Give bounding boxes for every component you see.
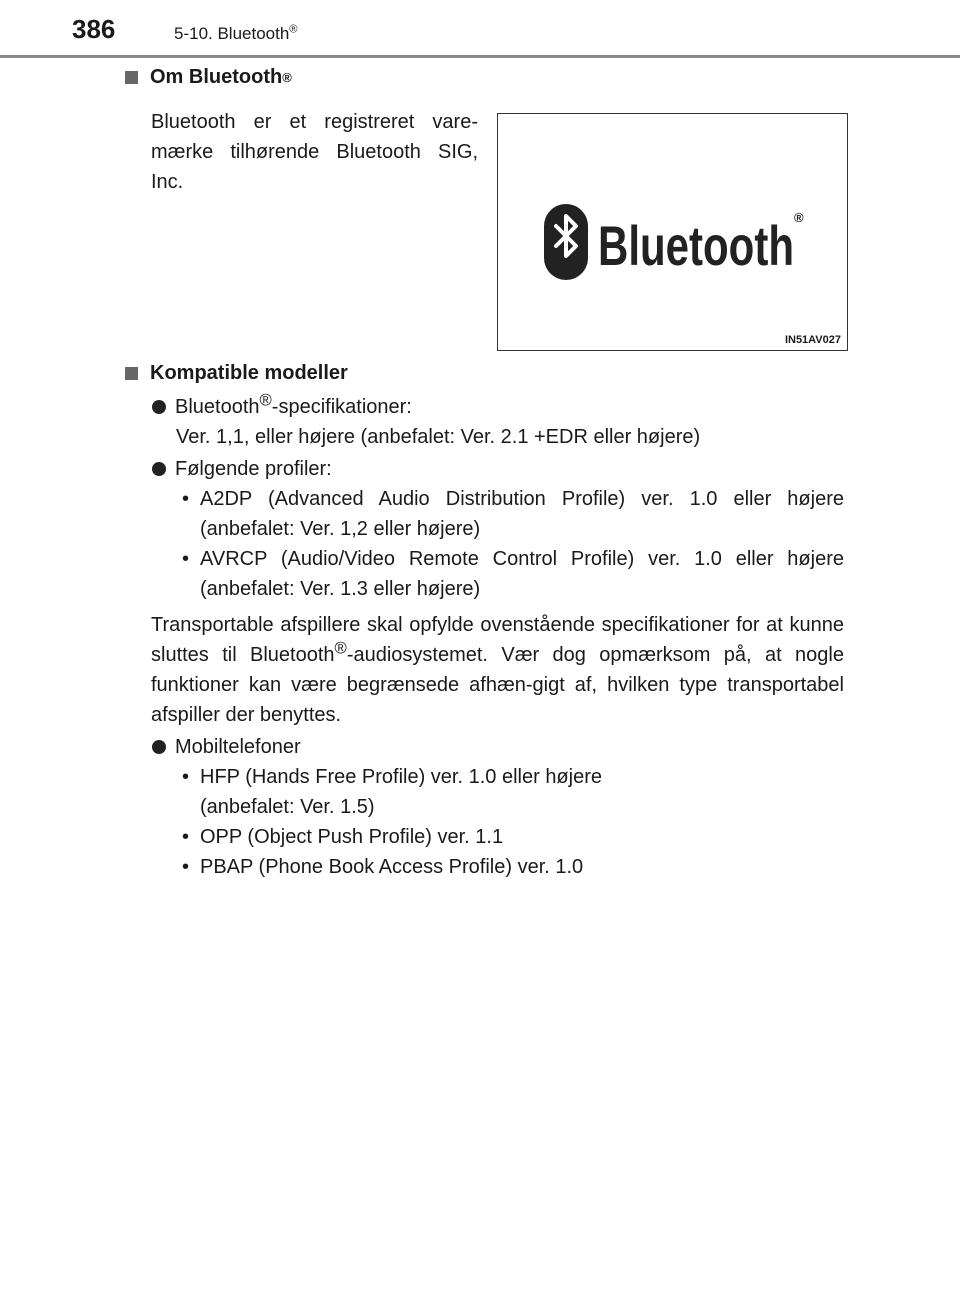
phone-item-hfp-text: HFP (Hands Free Profile) ver. 1.0 eller højere [200, 766, 603, 788]
heading-om-bluetooth-text: Om Bluetooth [150, 66, 283, 88]
bluetooth-logo-reg: ® [794, 210, 804, 225]
bullet-specs [151, 392, 412, 422]
heading-kompatible [125, 362, 348, 385]
bullet-phones-text: Mobiltelefoner [175, 736, 301, 758]
section-title-text: 5-10. Bluetooth [174, 24, 290, 43]
header-rule [0, 55, 960, 58]
bullet-profiles [151, 454, 332, 484]
phone-item-hfp-note [182, 792, 375, 822]
bluetooth-logo-text: Bluetooth [598, 214, 794, 277]
dot-bullet: • [182, 826, 190, 848]
square-bullet-icon [125, 367, 138, 380]
bullet-specs-a: Bluetooth [175, 396, 260, 418]
bullet-specs-text [175, 392, 412, 422]
dot-bullet: • [182, 548, 190, 570]
round-bullet-icon [152, 400, 166, 414]
page-number: 386 [72, 14, 116, 44]
page-header [0, 0, 960, 60]
phone-item-opp [182, 822, 503, 852]
portable-players-a: Transportable afspillere skal opfylde ovenstående specifikationer for at kunne sluttes til Bluetooth [151, 614, 844, 666]
square-bullet-icon [125, 71, 138, 84]
phone-item-pbap [182, 852, 583, 882]
portable-players-text [151, 610, 844, 730]
round-bullet-icon [152, 740, 166, 754]
phone-item-hfp [182, 762, 602, 792]
heading-om-bluetooth: Om Bluetooth ® [125, 66, 292, 89]
dot-bullet: • [182, 488, 190, 510]
profile-item-avrcp-text: AVRCP (Audio/Video Remote Control Profile) ver. 1.0 eller højere (anbefalet: Ver. 1.3 eller højere) [200, 548, 844, 600]
section-title-reg: ® [289, 23, 298, 36]
profile-item-a2dp [182, 484, 844, 544]
heading-kompatible-text: Kompatible modeller [150, 362, 348, 384]
phone-item-pbap-text: PBAP (Phone Book Access Profile) ver. 1.0 [200, 856, 584, 878]
figure-code: IN51AV027 [784, 334, 841, 346]
dot-bullet: • [182, 856, 190, 878]
bluetooth-logo-figure [497, 113, 848, 351]
profile-item-a2dp-text: A2DP (Advanced Audio Distribution Profile) ver. 1.0 eller højere (anbefalet: Ver. 1,2 eller højere) [200, 488, 844, 540]
bullet-phones [151, 732, 301, 762]
profile-item-avrcp [182, 544, 844, 604]
phone-item-opp-text: OPP (Object Push Profile) ver. 1.1 [200, 826, 504, 848]
dot-bullet: • [182, 766, 190, 788]
bullet-specs-b: -specifikationer: [271, 396, 412, 418]
om-bluetooth-text: Bluetooth er et registreret vare-mærke tilhørende Bluetooth SIG, Inc. [151, 111, 478, 193]
portable-players-b: -audiosystemet. Vær dog opmærksom på, at nogle funktioner kan være begrænsede afhæn-gigt af, hvilken type transportabel afspiller der benyttes. [151, 644, 844, 726]
bullet-specs-detail: Ver. 1,1, eller højere (anbefalet: Ver. 2.1 +EDR eller højere) [176, 426, 701, 448]
phone-item-hfp-note-text: (anbefalet: Ver. 1.5) [200, 796, 375, 818]
bullet-specs-reg: ® [259, 390, 272, 410]
round-bullet-icon [152, 462, 166, 476]
section-title [174, 24, 297, 44]
portable-players-reg: ® [334, 638, 347, 658]
bluetooth-logo [542, 202, 812, 284]
bullet-spacer [182, 792, 200, 822]
bullet-profiles-text: Følgende profiler: [175, 458, 332, 480]
